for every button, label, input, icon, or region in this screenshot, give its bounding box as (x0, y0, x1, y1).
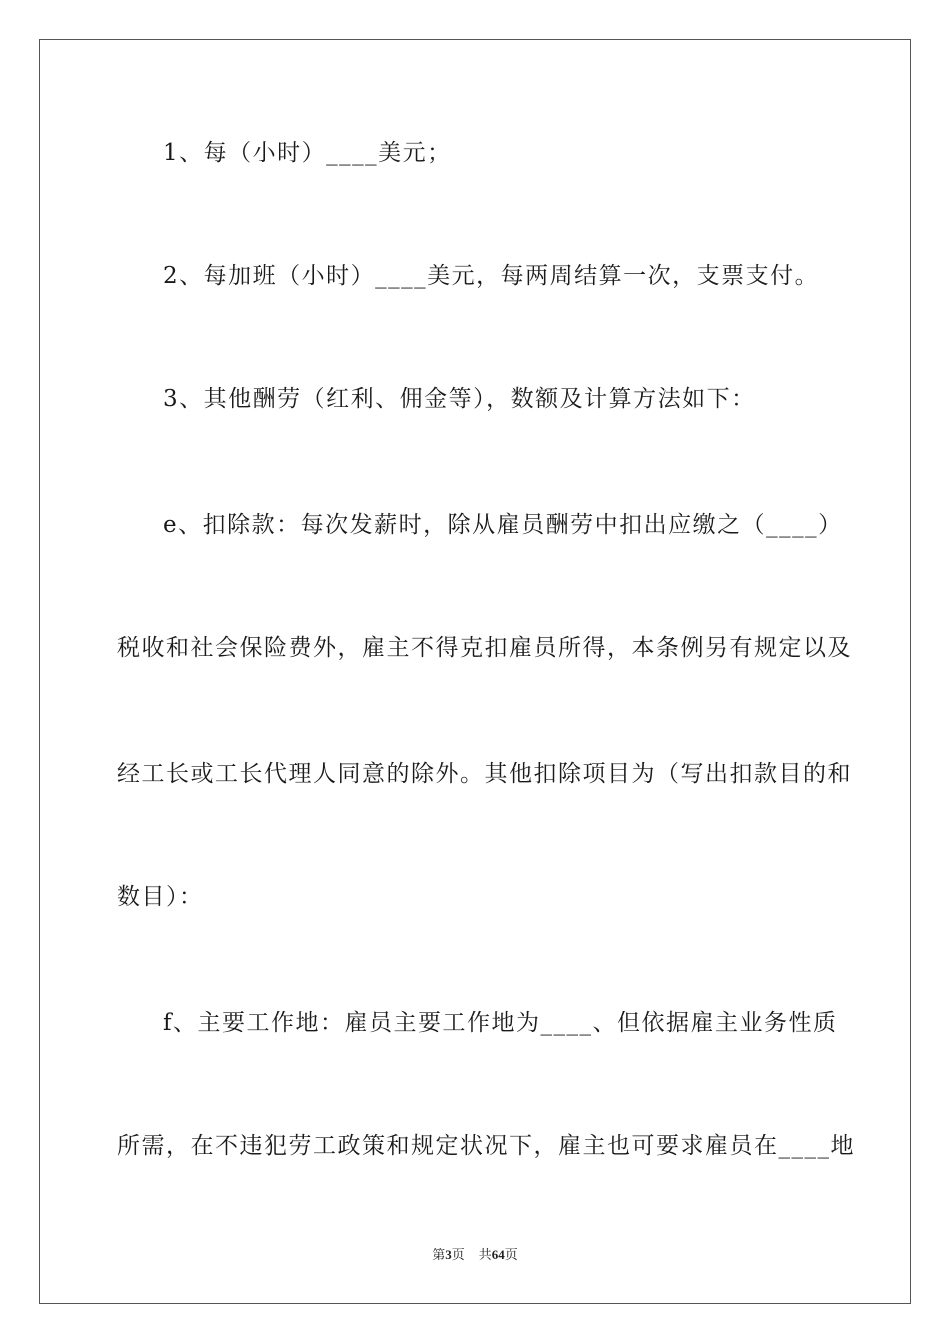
footer-total-suffix: 页 (504, 1247, 518, 1262)
page-border (39, 39, 911, 1304)
paragraph-line: 数目）： (117, 884, 204, 910)
footer-total-prefix: 共 (478, 1247, 492, 1262)
page-footer (0, 1246, 950, 1264)
paragraph-line: 3、其他酬劳（红利、佣金等），数额及计算方法如下： (163, 386, 756, 412)
paragraph-line: e、扣除款：每次发薪时，除从雇员酬劳中扣出应缴之（____） (163, 512, 843, 538)
paragraph-line: 税收和社会保险费外，雇主不得克扣雇员所得，本条例另有规定以及 (117, 635, 852, 661)
paragraph-line: 2、每加班（小时）____美元，每两周结算一次，支票支付。 (163, 263, 820, 289)
paragraph-line: 经工长或工长代理人同意的除外。其他扣除项目为（写出扣款目的和 (117, 761, 852, 787)
paragraph-line: 1、每（小时）____美元； (163, 140, 452, 166)
footer-page-suffix: 页 (451, 1247, 465, 1262)
paragraph-line: f、主要工作地：雇员主要工作地为____、但依据雇主业务性质 (163, 1010, 838, 1036)
footer-total-pages: 64 (491, 1247, 505, 1262)
footer-page-number: 3 (445, 1247, 452, 1262)
paragraph-line: 所需，在不违犯劳工政策和规定状况下，雇主也可要求雇员在____地 (117, 1133, 855, 1159)
footer-page-prefix: 第 (432, 1247, 446, 1262)
